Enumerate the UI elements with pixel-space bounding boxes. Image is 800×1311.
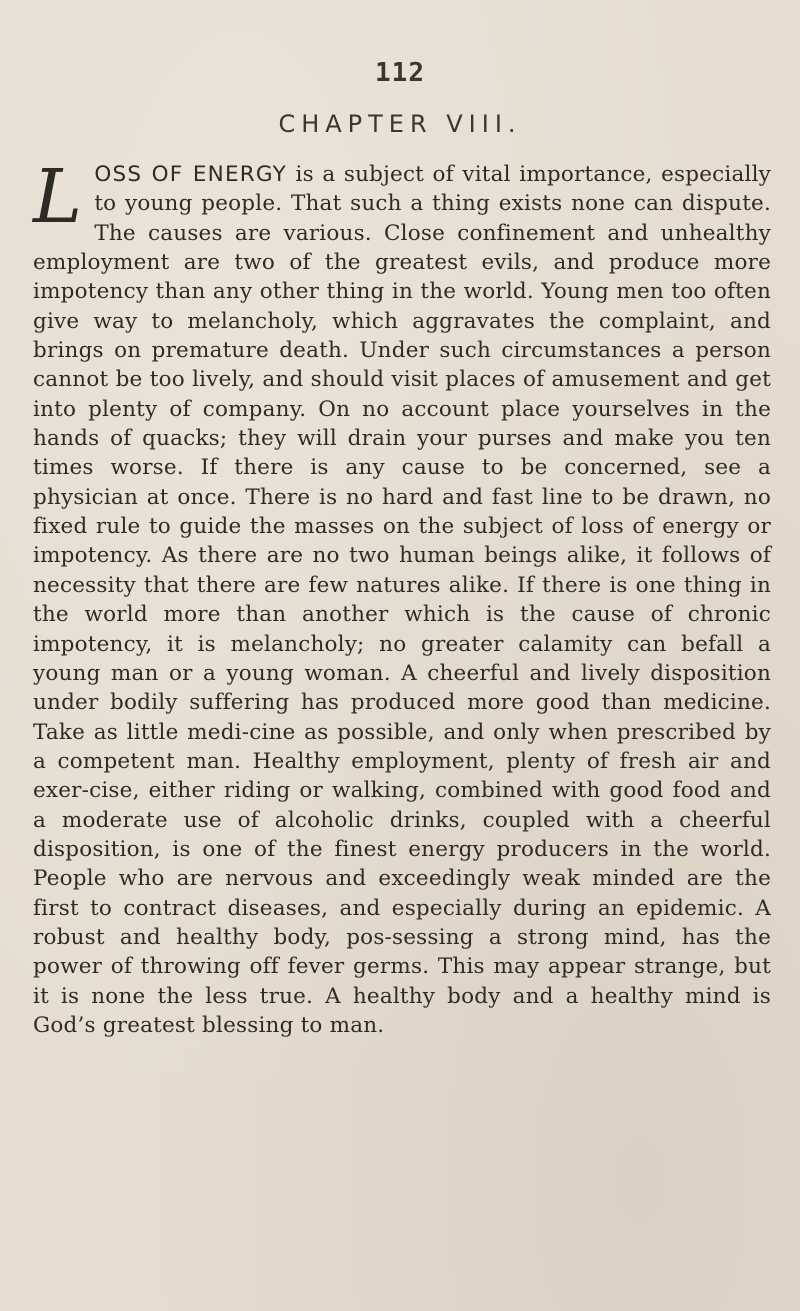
- drop-cap: L: [33, 154, 83, 240]
- chapter-paragraph: [33, 154, 771, 1040]
- page-number: 112: [375, 58, 425, 88]
- chapter-heading: CHAPTER VIII.: [278, 110, 522, 138]
- paragraph-text: is a subject of vital importance, especially to young people. That such a thing exists none can dispute. The causes are various. Close confinement and unhealthy employment are two of the greatest evils, and produce more impotency than any other thing in the world. Young men too often give way to melancholy, which aggravates the complaint, and brings on premature death. Under such circumstances a person cannot be too lively, and should visit places of amusement and get into plenty of company. On no account place yourselves in the hands of quacks; they will drain your purses and make you ten times worse. If there is any cause to be concerned, see a physician at once. There is no hard and fast line to be drawn, no fixed rule to guide the masses on the subject of loss of energy or impotency. As there are no two human beings alike, it follows of necessity that there are few natures alike. If there is one thing in the world more than another which is the cause of chronic impotency, it is melancholy; no greater calamity can befall a young man or a young woman. A cheerful and lively disposition under bodily suffering has produced more good than medicine. Take as little medi-cine as possible, and only when prescribed by a competent man. Healthy employment, plenty of fresh air and exer-cise, either riding or walking, combined with good food and a moderate use of alcoholic drinks, coupled with a cheerful disposition, is one of the finest energy producers in the world. People who are nervous and exceedingly weak minded are the first to contract diseases, and especially during an epidemic. A robust and healthy body, pos-sessing a strong mind, has the power of throwing off fever germs. This may appear strange, but it is none the less true. A healthy body and a healthy mind is God’s greatest blessing to man.: [33, 162, 771, 1038]
- opening-words: OSS OF ENERGY: [94, 162, 288, 187]
